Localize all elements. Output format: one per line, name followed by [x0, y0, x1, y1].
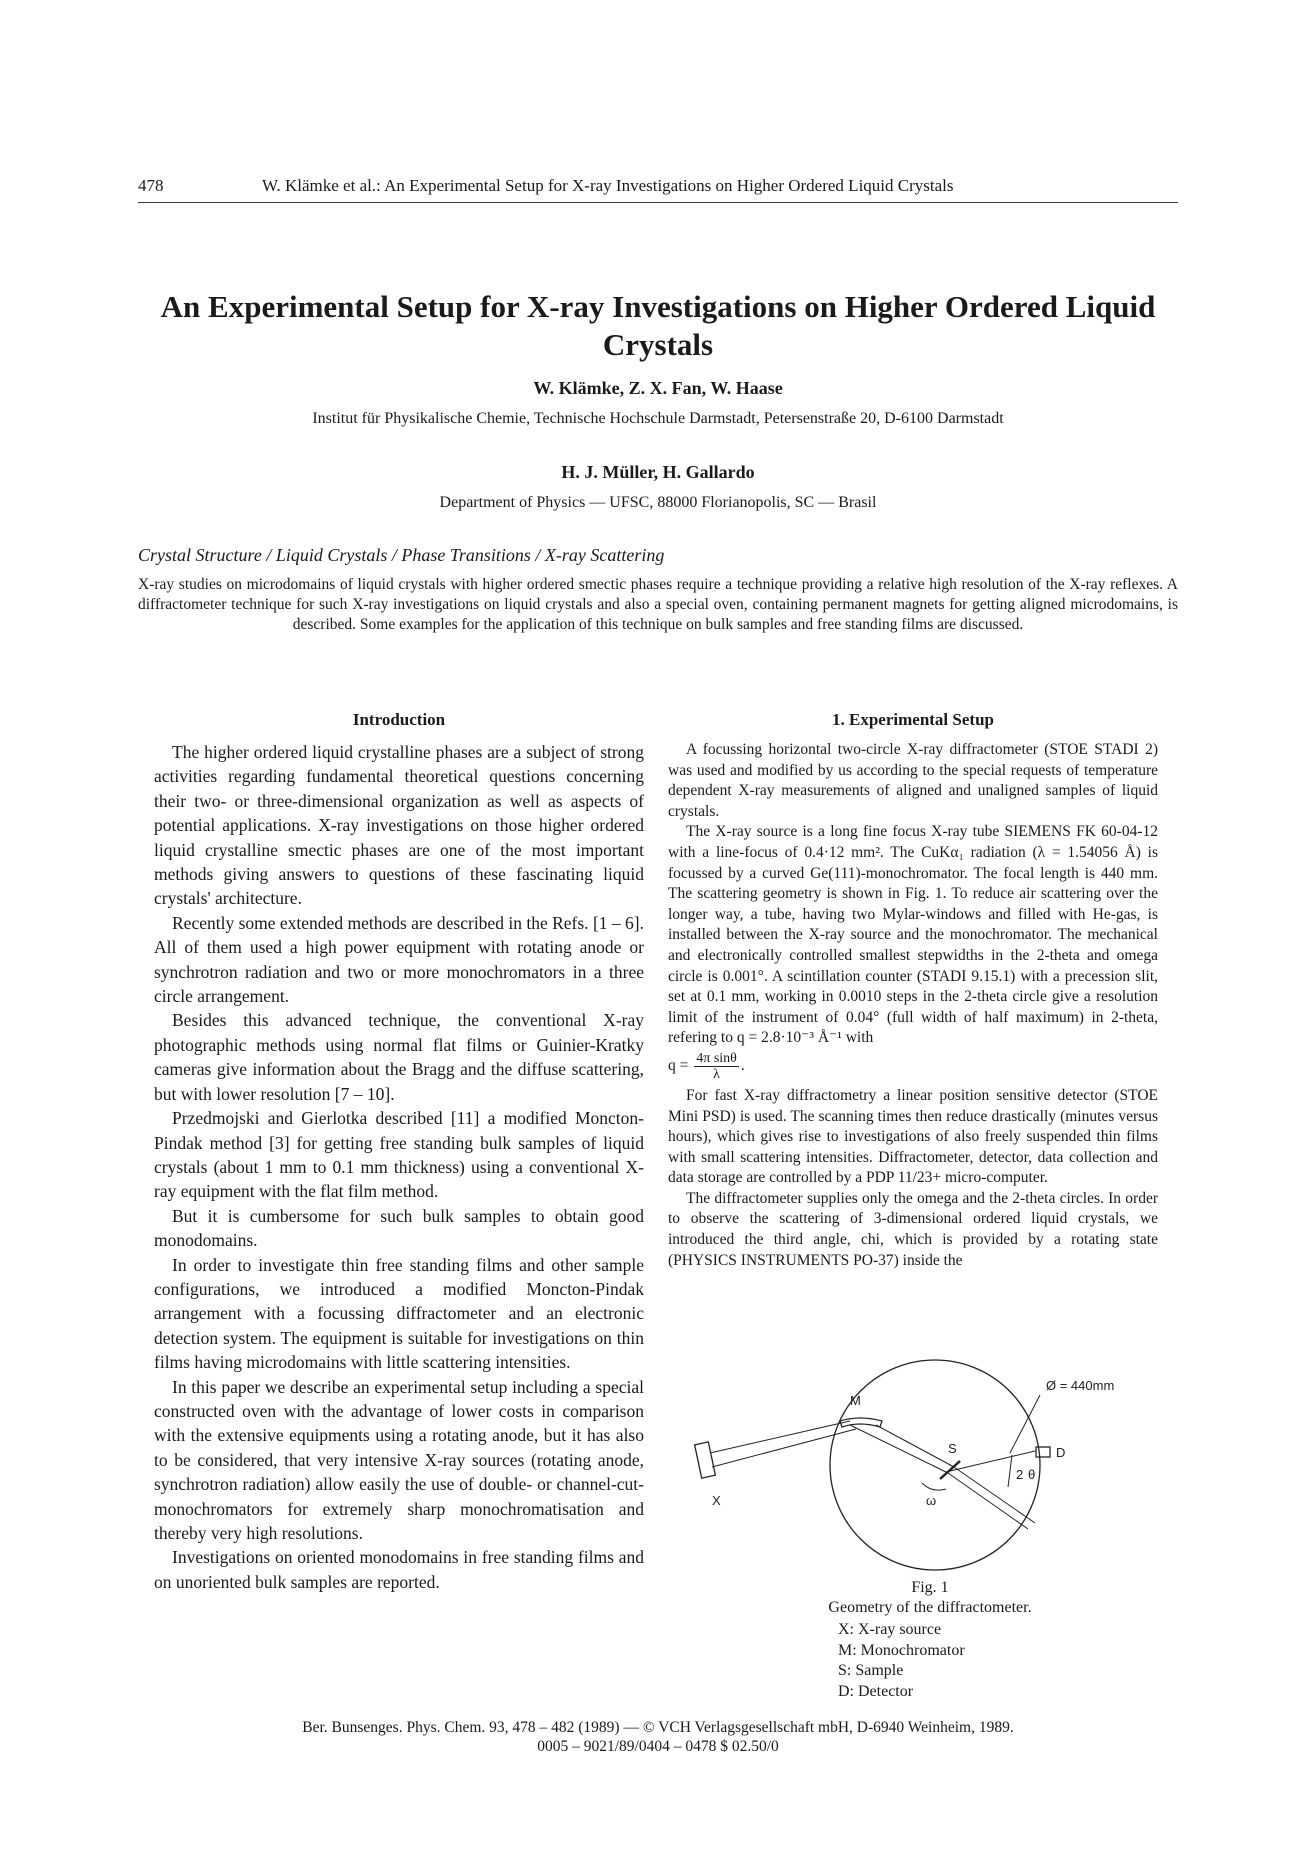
authors-line-2: H. J. Müller, H. Gallardo — [561, 462, 755, 482]
paper-title: An Experimental Setup for X-ray Investigations on Higher Ordered Liquid Crystals — [160, 289, 1156, 362]
legend-key: S: — [838, 1662, 852, 1679]
q-numerator: 4π sinθ — [696, 1050, 737, 1066]
figure-caption — [690, 1578, 1170, 1618]
affiliation-line-2: Department of Physics — UFSC, 88000 Florianopolis, SC — Brasil — [439, 494, 877, 511]
label-diameter: Ø = 440mm — [1046, 1378, 1115, 1393]
beam-mono-to-sample-2 — [876, 1425, 954, 1467]
intro-paragraph-1: The higher ordered liquid crystalline phases are a subject of strong activities regarding fundamental theoretical questions concerning their two- or three-dimensional organization as well as aspects of potential applications. X-ray investigations on those higher ordered liquid crystalline smectic phases are one of the most important methods giving answers to questions of these fascinating liquid crystals' architecture. — [154, 742, 644, 909]
intro-paragraph-5: But it is cumbersome for such bulk samples to obtain good monodomains. — [154, 1205, 644, 1251]
label-detector: D — [1056, 1445, 1066, 1460]
beam-mono-to-sample-1 — [850, 1425, 948, 1473]
q-formula-lhs: q = — [668, 1056, 689, 1074]
citation-footer — [138, 1718, 1178, 1756]
intro-paragraph-3: Besides this advanced technique, the conventional X-ray photographic methods using normal flat films or Guinier-Kratky cameras give information about the Bragg and the diffuse scattering, but with lower resolution [7 – 10]. — [154, 1010, 644, 1104]
legend-text: Sample — [855, 1662, 904, 1679]
keywords: Crystal Structure / Liquid Crystals / Phase Transitions / X-ray Scattering — [138, 545, 665, 565]
q-denominator: λ — [713, 1066, 720, 1082]
issn-line: 0005 – 9021/89/0404 – 0478 $ 02.50/0 — [537, 1738, 779, 1755]
figure-number: Fig. 1 — [911, 1579, 949, 1596]
setup-paragraph-1: A focussing horizontal two-circle X-ray diffractometer (STOE STADI 2) was used and modified by us according to the special requests of temperature dependent X-ray measurements of aligned and unaligned samples of liquid crystals. — [668, 741, 1158, 820]
legend-text: Monochromator — [860, 1641, 965, 1659]
label-xray-source: X — [712, 1493, 721, 1508]
legend-row — [838, 1620, 965, 1641]
beam-source-to-mono-1 — [710, 1421, 850, 1453]
legend-row — [838, 1661, 965, 1682]
running-title: W. Klämke et al.: An Experimental Setup for X-ray Investigations on Higher Ordered Liquid Crystals — [262, 176, 954, 195]
label-omega: ω — [926, 1493, 937, 1508]
page-number: 478 — [138, 176, 164, 195]
citation-line: Ber. Bunsenges. Phys. Chem. 93, 478 – 482 (1989) — © VCH Verlagsgesellschaft mbH, D-6940 Weinheim, 1989. — [302, 1719, 1014, 1736]
intro-paragraph-6: In order to investigate thin free standing films and other sample configurations, we introduced a modified Moncton-Pindak arrangement with a focussing diffractometer and an electronic detection system. The equipment is suitable for investigations on thin films having microdomains with little scattering intensities. — [154, 1254, 644, 1373]
setup-heading: 1. Experimental Setup — [832, 710, 994, 729]
running-head — [138, 176, 1178, 203]
abstract: X-ray studies on microdomains of liquid crystals with higher ordered smectic phases require a technique providing a relative high resolution of the X-ray reflexes. A diffractometer technique for such X-ray investigations on liquid crystals and also a special oven, containing permanent magnets for getting aligned microdomains, is described. Some examples for the application of this technique on bulk samples and free standing films are discussed. — [138, 576, 1178, 633]
setup-paragraph-2: The X-ray source is a long fine focus X-ray tube SIEMENS FK 60-04-12 with a line-focus of 0.4·12 mm². The CuKα₁ radiation (λ = 1.54056 Å) is focussed by a curved Ge(111)-monochromator. The focal length is 440 mm. The scattering geometry is shown in Fig. 1. To reduce air scattering over the longer way, a tube, having two Mylar-windows and filled with He-gas, is installed between the X-ray source and the monochromator. The mechanical and electronically controlled smallest stepwidths in the 2-theta and omega circle is 0.001°. A scintillation counter (STADI 9.15.1) with a precession slit, set at 0.1 mm, working in 0.0010 steps in the 2-theta circle give a resolution limit of the instrument of 0.04° (full width of half maximum) in 2-theta, refering to q = 2.8·10⁻³ Å⁻¹ with — [668, 823, 1158, 1047]
label-two: 2 — [1016, 1467, 1024, 1482]
label-monochromator: M — [850, 1393, 861, 1408]
diameter-leader — [1010, 1395, 1040, 1453]
introduction-heading: Introduction — [352, 710, 446, 729]
intro-paragraph-4: Przedmojski and Gierlotka described [11] a modified Moncton-Pindak method [3] for getting free standing bulk samples of liquid crystals (about 1 mm to 0.1 mm thickness) using a conventional X-ray equipment with the flat film method. — [154, 1108, 644, 1202]
q-fraction — [694, 1051, 739, 1082]
authors-line-1: W. Klämke, Z. X. Fan, W. Haase — [533, 378, 783, 398]
intro-paragraph-8: Investigations on oriented monodomains in free standing films and on unoriented bulk samples are reported. — [154, 1547, 644, 1592]
right-column — [668, 710, 1158, 1271]
focusing-circle — [830, 1360, 1040, 1570]
legend-key: M: — [838, 1641, 857, 1659]
setup-paragraph-4: The diffractometer supplies only the omega and the 2-theta circles. In order to observe the scattering of 3-dimensional ordered liquid crystals, we introduced the third angle, chi, which is provided by a rotating state (PHYSICS INSTRUMENTS PO-37) inside the — [668, 1189, 1158, 1269]
setup-paragraph-3: For fast X-ray diffractometry a linear position sensitive detector (STOE Mini PSD) is used. The scanning times then reduce drastically (minutes versus hours), which gives rise to investigations of also freely suspended thin films with small scattering intensities. Diffractometer, detector, data collection and data storage are controlled by a PDP 11/23+ micro-computer. — [668, 1086, 1158, 1187]
figure-1 — [690, 1355, 1170, 1575]
legend-row — [838, 1641, 965, 1662]
diffractometer-geometry-diagram — [690, 1355, 1170, 1575]
xray-source-box — [695, 1442, 716, 1478]
figure-legend — [838, 1620, 965, 1702]
legend-text: X-ray source — [858, 1621, 942, 1638]
monochromator-crystal — [840, 1418, 882, 1427]
legend-row — [838, 1682, 965, 1703]
affiliation-line-1: Institut für Physikalische Chemie, Technische Hochschule Darmstadt, Petersenstraße 20, D-6100 Darmstadt — [312, 410, 1004, 427]
legend-text: Detector — [858, 1682, 914, 1700]
legend-key: X: — [838, 1621, 854, 1638]
left-column — [154, 710, 644, 1594]
label-sample: S — [948, 1441, 957, 1456]
omega-arc — [922, 1483, 946, 1490]
q-formula: q = $\frac{\text{4π sinθ}}{\lambda}$ . — [668, 1050, 745, 1082]
figure-title: Geometry of the diffractometer. — [828, 1599, 1032, 1616]
two-theta-arrow — [1008, 1455, 1012, 1487]
label-theta: θ — [1028, 1467, 1036, 1482]
intro-paragraph-2: Recently some extended methods are described in the Refs. [1 – 6]. All of them used a high power equipment with rotating anode or synchrotron radiation and two or more monochromators in a three circle arrangement. — [154, 912, 644, 1007]
legend-key: D: — [838, 1682, 854, 1700]
intro-paragraph-7: In this paper we describe an experimental setup including a special constructed oven with the advantage of lower costs in comparison with the extensive equipments using a rotating anode, but it has also to be considered, that very intensive X-ray sources (rotating anode, synchrotron radiation) allow easily the use of double- or channel-cut-monochromators for extremely sharp monochromatisation and thereby very high resolutions. — [154, 1376, 644, 1543]
